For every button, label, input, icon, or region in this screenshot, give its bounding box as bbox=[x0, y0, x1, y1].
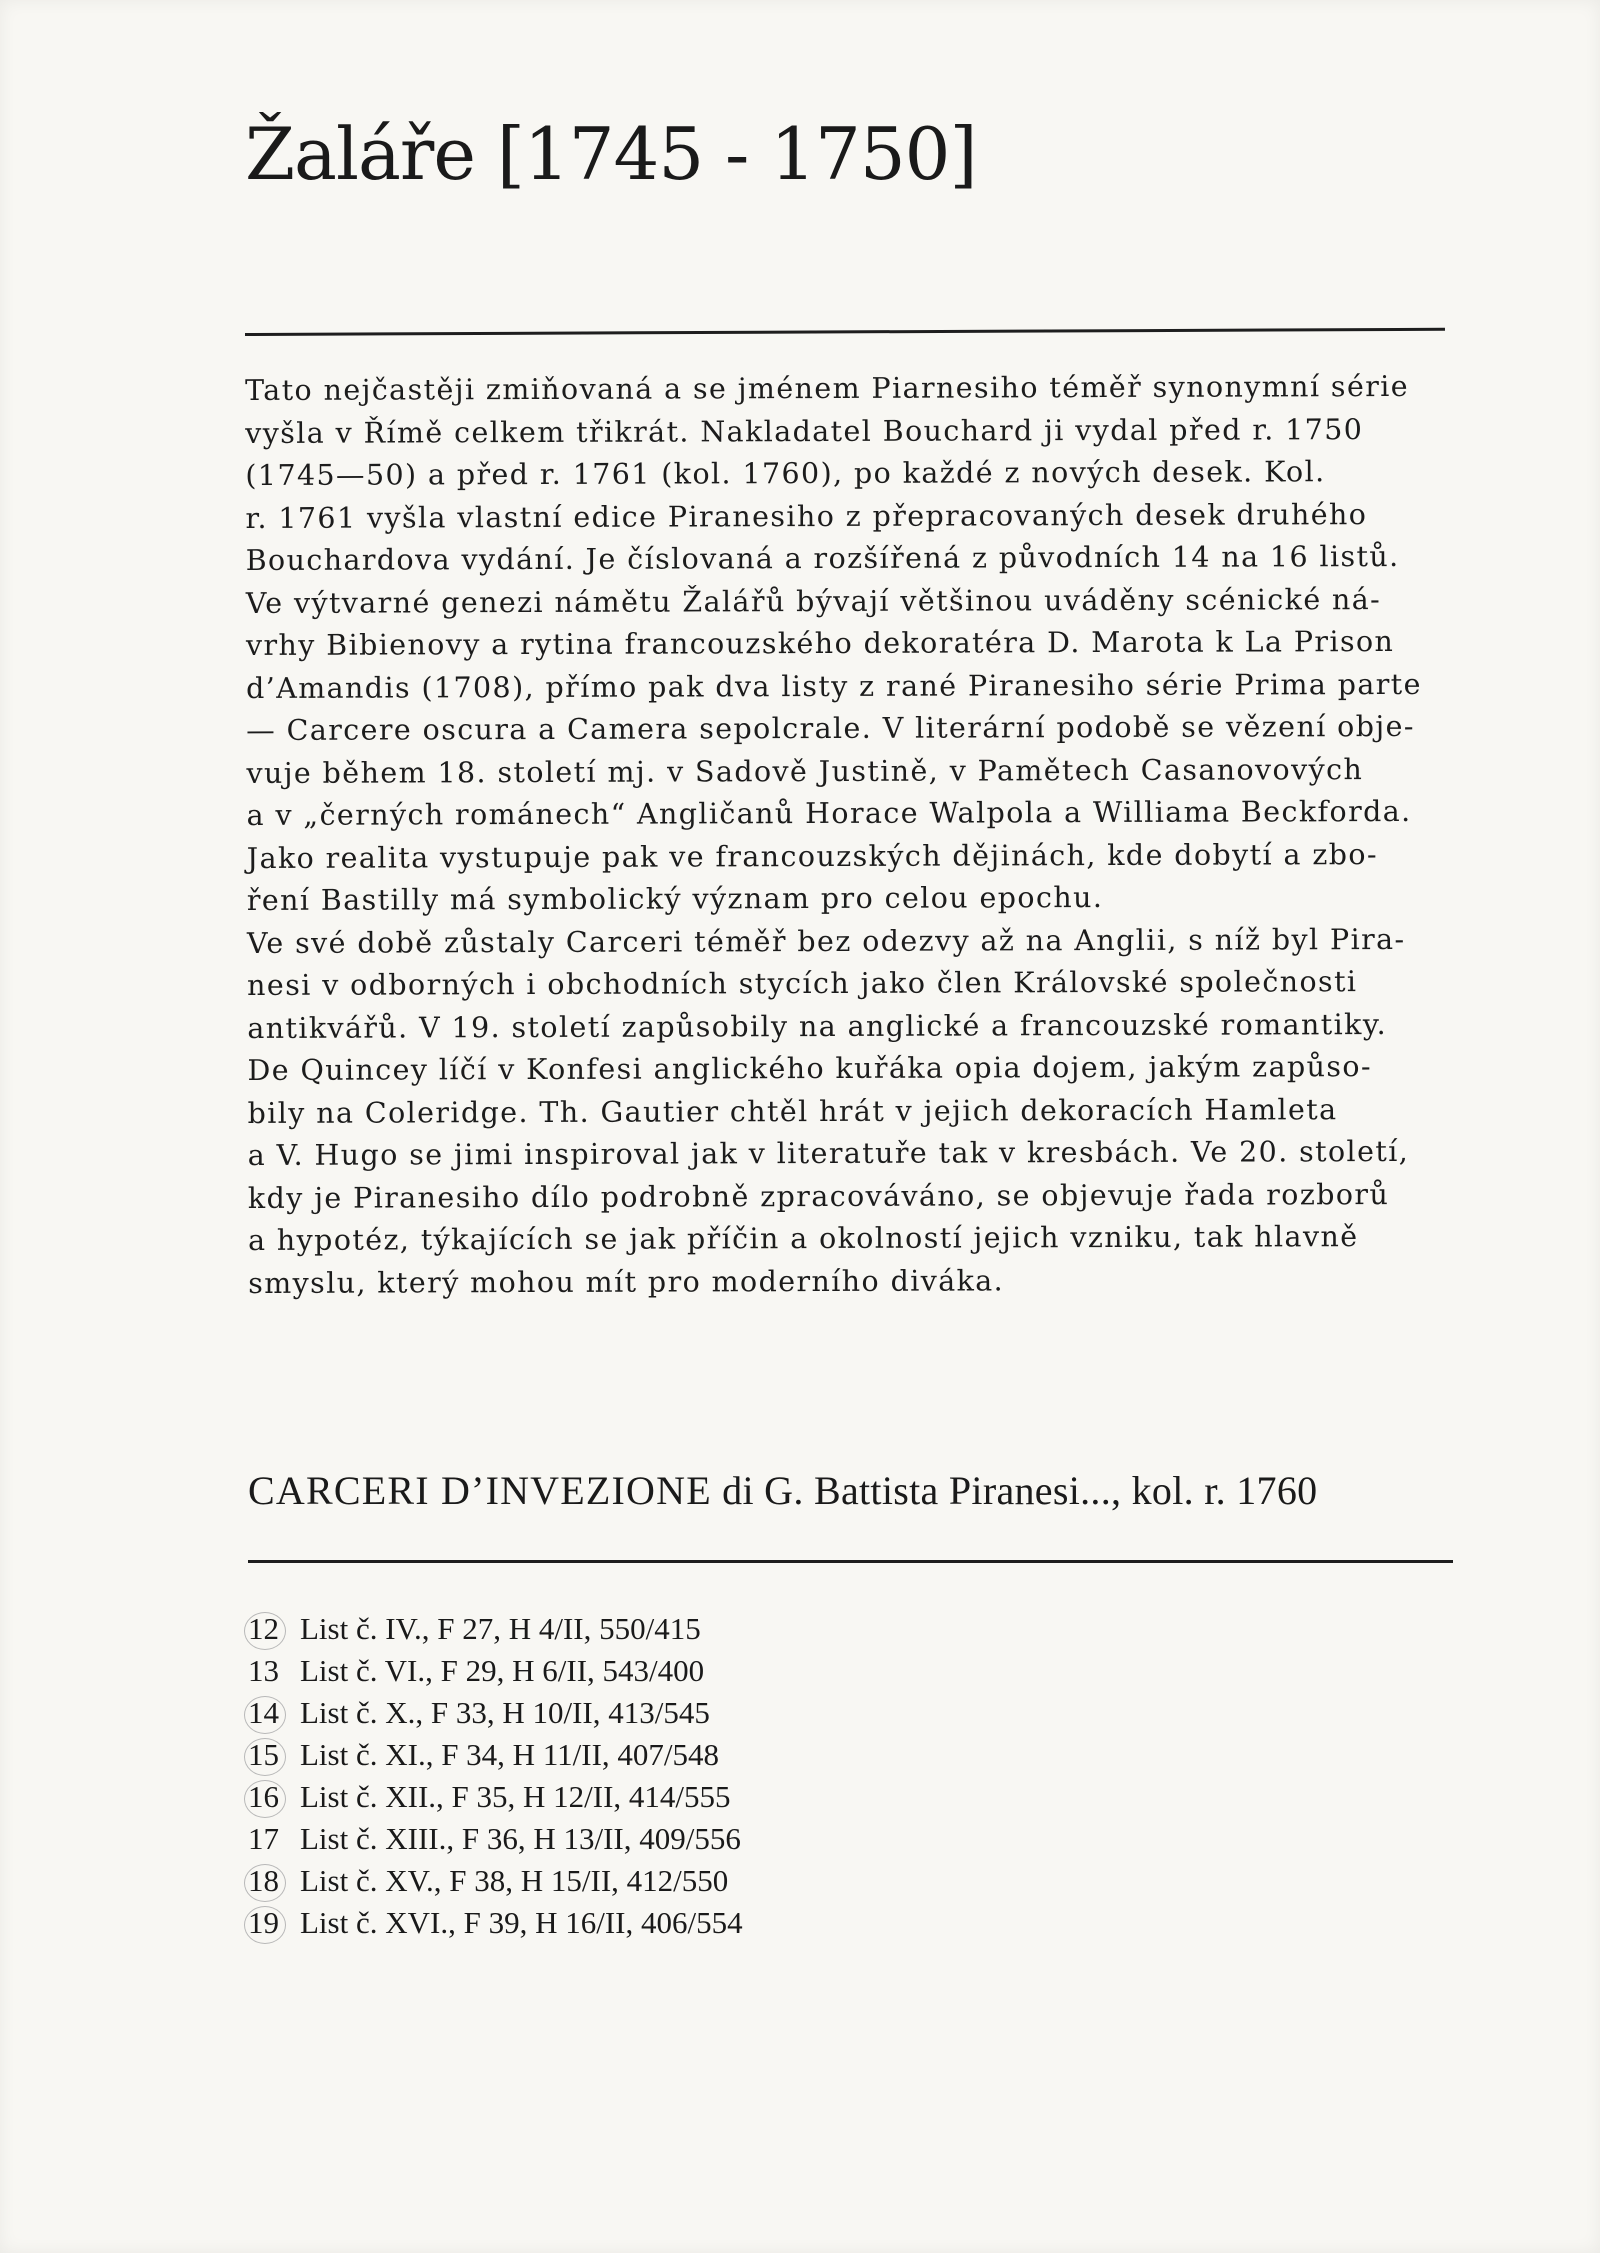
paragraph-line: Ve výtvarné genezi námětu Žalářů bývají většinou uváděny scénické ná- bbox=[245, 582, 1382, 620]
entry-text: List č. X., F 33, H 10/II, 413/545 bbox=[300, 1695, 710, 1730]
paragraph-line: d’Amandis (1708), přímo pak dva listy z rané Piranesiho série Prima parte bbox=[246, 667, 1422, 705]
paragraph-line: ření Bastilly má symbolický význam pro celou epochu. bbox=[246, 881, 1104, 917]
page-title: Žaláře [1745 - 1750] bbox=[245, 112, 977, 196]
paragraph-line: Ve své době zůstaly Carceri téměř bez odezvy až na Anglii, s níž byl Pira- bbox=[246, 922, 1406, 960]
entry-number: 17 bbox=[248, 1821, 279, 1856]
entry-text: List č. XIII., F 36, H 13/II, 409/556 bbox=[300, 1821, 741, 1856]
paragraph-line: (1745—50) a před r. 1761 (kol. 1760), po každé z nových desek. Kol. bbox=[245, 455, 1326, 492]
catalog-list bbox=[248, 1608, 743, 1944]
catalog-entry bbox=[248, 1650, 743, 1692]
entry-text: List č. IV., F 27, H 4/II, 550/415 bbox=[300, 1611, 701, 1646]
entry-text: List č. XV., F 38, H 15/II, 412/550 bbox=[300, 1863, 729, 1898]
catalog-entry bbox=[248, 1692, 743, 1734]
paragraph-line: Tato nejčastěji zmiňovaná a se jménem Piarnesiho téměř synonymní série bbox=[245, 369, 1410, 407]
catalog-heading-title: CARCERI D’INVEZIONE bbox=[248, 1468, 712, 1513]
paragraph-line: bily na Coleridge. Th. Gautier chtěl hrát v jejich dekoracích Hamleta bbox=[247, 1092, 1338, 1130]
paragraph-line: vrhy Bibienovy a rytina francouzského dekoratéra D. Marota k La Prison bbox=[245, 624, 1395, 662]
catalog-entry bbox=[248, 1818, 743, 1860]
paragraph-line: a V. Hugo se jimi inspiroval jak v literatuře tak v kresbách. Ve 20. století, bbox=[247, 1134, 1410, 1172]
entry-text: List č. XVI., F 39, H 16/II, 406/554 bbox=[300, 1905, 743, 1940]
entry-text: List č. XII., F 35, H 12/II, 414/555 bbox=[300, 1779, 731, 1814]
body-paragraph bbox=[245, 366, 1453, 1305]
catalog-entry bbox=[248, 1860, 743, 1902]
catalog-entry bbox=[248, 1608, 743, 1650]
entry-text: List č. XI., F 34, H 11/II, 407/548 bbox=[300, 1737, 720, 1772]
entry-number: 18 bbox=[248, 1860, 300, 1902]
entry-number: 14 bbox=[248, 1692, 300, 1734]
entry-text: List č. VI., F 29, H 6/II, 543/400 bbox=[300, 1653, 705, 1688]
paragraph-line: vyšla v Římě celkem třikrát. Nakladatel Bouchard ji vydal před r. 1750 bbox=[245, 412, 1364, 450]
title-divider bbox=[245, 328, 1445, 336]
entry-number: 19 bbox=[248, 1902, 300, 1944]
entry-number: 16 bbox=[248, 1776, 300, 1818]
catalog-entry bbox=[248, 1776, 743, 1818]
paragraph-line: De Quincey líčí v Konfesi anglického kuřáka opia dojem, jakým zapůso- bbox=[247, 1050, 1373, 1087]
paragraph-line: smyslu, který mohou mít pro moderního diváka. bbox=[248, 1263, 1005, 1300]
paragraph-line: r. 1761 vyšla vlastní edice Piranesiho z přepracovaných desek druhého bbox=[245, 497, 1368, 535]
paragraph-line: a hypotéz, týkajících se jak příčin a okolností jejich vzniku, tak hlavně bbox=[247, 1220, 1359, 1257]
paragraph-line: Bouchardova vydání. Je číslovaná a rozšířená z původních 14 na 16 listů. bbox=[245, 539, 1400, 577]
catalog-entry bbox=[248, 1902, 743, 1944]
catalog-divider bbox=[248, 1560, 1453, 1563]
paragraph-line: a v „černých románech“ Angličanů Horace Walpola a Williama Beckforda. bbox=[246, 794, 1412, 832]
paragraph-line: vuje během 18. století mj. v Sadově Justině, v Pamětech Casanovových bbox=[246, 752, 1364, 790]
paragraph-line: Jako realita vystupuje pak ve francouzských dějinách, kde dobytí a zbo- bbox=[246, 837, 1379, 875]
entry-number: 13 bbox=[248, 1653, 279, 1688]
paragraph-line: — Carcere oscura a Camera sepolcrale. V literární podobě se vězení obje- bbox=[246, 709, 1415, 747]
entry-number: 15 bbox=[248, 1734, 300, 1776]
catalog-heading-subtitle: di G. Battista Piranesi..., kol. r. 1760 bbox=[711, 1468, 1318, 1513]
entry-number: 12 bbox=[248, 1608, 300, 1650]
paragraph-line: antikvářů. V 19. století zapůsobily na anglické a francouzské romantiky. bbox=[247, 1007, 1388, 1045]
paragraph-line: nesi v odborných i obchodních stycích jako člen Královské společnosti bbox=[247, 965, 1358, 1002]
paragraph-line: kdy je Piranesiho dílo podrobně zpracováváno, se objevuje řada rozborů bbox=[247, 1177, 1390, 1215]
catalog-entry bbox=[248, 1734, 743, 1776]
catalog-heading bbox=[248, 1467, 1317, 1514]
